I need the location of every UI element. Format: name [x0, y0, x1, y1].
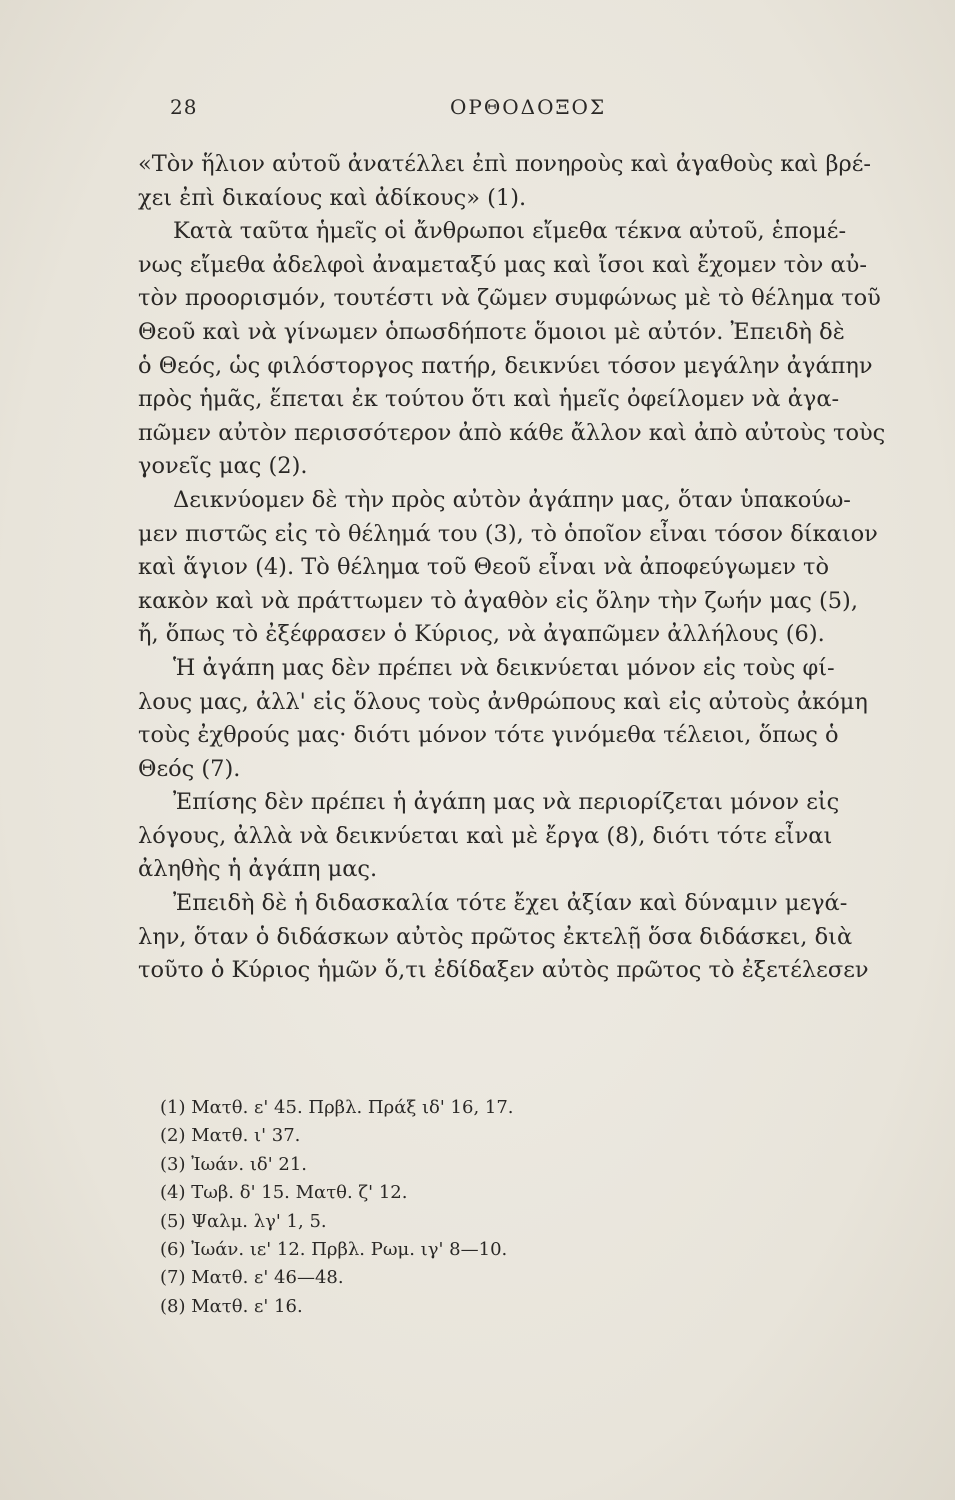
text-line: Θεός (7). — [138, 755, 241, 782]
footnotes — [160, 1094, 660, 1321]
text-line: γονεῖς μας (2). — [138, 453, 308, 480]
footnote: (2) Ματθ. ι' 37. — [160, 1125, 301, 1147]
text-line: Κατὰ ταῦτα ἡμεῖς οἱ ἄνθρωποι εἴμεθα τέκνα αὐτοῦ, ἑπομέ- — [173, 218, 847, 245]
text-line: Ἐπίσης δὲν πρέπει ἡ ἀγάπη μας νὰ περιορίζεται μόνον εἰς — [173, 789, 840, 816]
text-line: τοῦτο ὁ Κύριος ἡμῶν ὅ,τι ἐδίδαξεν αὐτὸς πρῶτος τὸ ἐξετέλεσεν — [138, 957, 869, 984]
text-line: καὶ ἅγιον (4). Τὸ θέλημα τοῦ Θεοῦ εἶναι νὰ ἀποφεύγωμεν τὸ — [138, 554, 830, 581]
text-line: μεν πιστῶς εἰς τὸ θέλημά του (3), τὸ ὁποῖον εἶναι τόσον δίκαιον — [138, 520, 878, 547]
footnote: (7) Ματθ. ε' 46—48. — [160, 1267, 344, 1289]
text-line: τοὺς ἐχθρούς μας· διότι μόνον τότε γινόμεθα τέλειοι, ὅπως ὁ — [138, 722, 839, 749]
text-line: νως εἴμεθα ἀδελφοὶ ἀναμεταξύ μας καὶ ἴσοι καὶ ἔχομεν τὸν αὐ- — [138, 251, 867, 278]
body-text — [138, 148, 906, 988]
text-line: Θεοῦ καὶ νὰ γίνωμεν ὁπωσδήποτε ὅμοιοι μὲ αὐτόν. Ἐπειδὴ δὲ — [138, 318, 845, 345]
footnote: (1) Ματθ. ε' 45. Πρβλ. Πράξ ιδ' 16, 17. — [160, 1097, 514, 1118]
footnote: (6) Ἰωάν. ιε' 12. Πρβλ. Ρωμ. ιγ' 8—10. — [160, 1238, 508, 1260]
text-line: «Τὸν ἥλιον αὐτοῦ ἀνατέλλει ἐπὶ πονηροὺς καὶ ἀγαθοὺς καὶ βρέ- — [138, 151, 871, 177]
text-line: ὁ Θεός, ὡς φιλόστοργος πατήρ, δεικνύει τόσον μεγάλην ἀγάπην — [138, 352, 873, 379]
text-line: τὸν προορισμόν, τουτέστι νὰ ζῶμεν συμφώνως μὲ τὸ θέλημα τοῦ — [138, 285, 881, 312]
running-title: ΟΡΘΟΔΟΞΟΣ — [450, 95, 607, 119]
footnote: (3) Ἰωάν. ιδ' 21. — [160, 1153, 308, 1175]
text-line: λους μας, ἀλλ' εἰς ὅλους τοὺς ἀνθρώπους καὶ εἰς αὐτοὺς ἀκόμη — [138, 688, 868, 715]
footnote: (4) Τωβ. δ' 15. Ματθ. ζ' 12. — [160, 1182, 408, 1204]
text-line: χει ἐπὶ δικαίους καὶ ἀδίκους» (1). — [138, 184, 527, 211]
footnote: (8) Ματθ. ε' 16. — [160, 1295, 303, 1317]
text-line: λην, ὅταν ὁ διδάσκων αὐτὸς πρῶτος ἐκτελῇ ὅσα διδάσκει, διὰ — [138, 923, 853, 950]
text-line: ἀληθὴς ἡ ἀγάπη μας. — [138, 856, 378, 883]
text-line: κακὸν καὶ νὰ πράττωμεν τὸ ἀγαθὸν εἰς ὅλην τὴν ζωήν μας (5), — [138, 587, 858, 614]
text-line: ἤ, ὅπως τὸ ἐξέφρασεν ὁ Κύριος, νὰ ἀγαπῶμεν ἀλλήλους (6). — [138, 621, 825, 648]
footnote: (5) Ψαλμ. λγ' 1, 5. — [160, 1210, 327, 1232]
page-header — [170, 95, 910, 125]
text-line: λόγους, ἀλλὰ νὰ δεικνύεται καὶ μὲ ἔργα (8), διότι τότε εἶναι — [138, 822, 833, 849]
text-line: Ἐπειδὴ δὲ ἡ διδασκαλία τότε ἔχει ἀξίαν καὶ δύναμιν μεγά- — [173, 890, 848, 917]
text-line: Δεικνύομεν δὲ τὴν πρὸς αὐτὸν ἀγάπην μας, ὅταν ὑπακούω- — [173, 486, 851, 513]
text-line: πῶμεν αὐτὸν περισσότερον ἀπὸ κάθε ἄλλον καὶ ἀπὸ αὐτοὺς τοὺς — [138, 419, 886, 446]
text-line: πρὸς ἡμᾶς, ἕπεται ἐκ τούτου ὅτι καὶ ἡμεῖς ὀφείλομεν νὰ ἀγα- — [138, 386, 840, 413]
text-line: Ἡ ἀγάπη μας δὲν πρέπει νὰ δεικνύεται μόνον εἰς τοὺς φί- — [173, 654, 835, 681]
page-number: 28 — [170, 95, 198, 119]
